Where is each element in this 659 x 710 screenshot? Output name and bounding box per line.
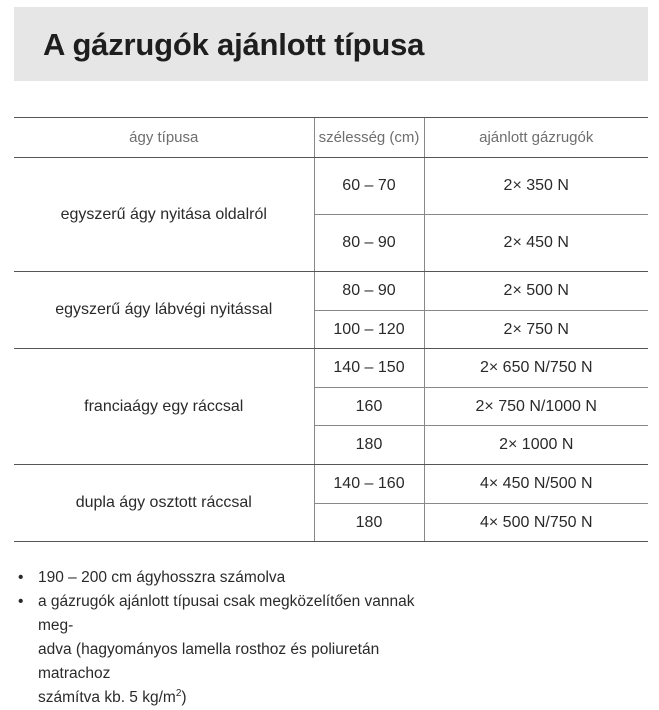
springs-cell: 2× 650 N/750 N: [424, 349, 648, 388]
footnote-text: ): [181, 689, 187, 706]
table-row: [14, 272, 648, 311]
table-row: [14, 349, 648, 388]
width-cell: 180: [314, 426, 424, 465]
bed-type-cell: dupla ágy osztott ráccsal: [14, 465, 314, 542]
width-cell: 80 – 90: [314, 272, 424, 311]
footnote-text: adva (hagyományos lamella rosthoz és poliuretán matrachoz: [38, 641, 380, 682]
width-cell: 60 – 70: [314, 158, 424, 215]
footnote-text: 190 – 200 cm ágyhosszra számolva: [38, 569, 286, 586]
title-bar: [14, 7, 648, 81]
superscript: 2: [175, 687, 182, 699]
footnote-text: számítva kb. 5 kg/m: [38, 689, 176, 706]
springs-cell: 2× 500 N: [424, 272, 648, 311]
table-row: [14, 465, 648, 504]
table-row: [14, 158, 648, 215]
springs-cell: 2× 1000 N: [424, 426, 648, 465]
page-title: A gázrugók ajánlott típusa: [43, 27, 425, 62]
gas-spring-table-container: [14, 117, 648, 542]
width-cell: 80 – 90: [314, 215, 424, 272]
bed-type-cell: egyszerű ágy lábvégi nyitással: [14, 272, 314, 349]
springs-cell: 2× 750 N/1000 N: [424, 388, 648, 426]
bed-type-cell: franciaágy egy ráccsal: [14, 349, 314, 465]
width-cell: 180: [314, 504, 424, 542]
footnote-text: a gázrugók ajánlott típusai csak megközelítően vannak meg-: [38, 593, 415, 634]
springs-cell: 4× 450 N/500 N: [424, 465, 648, 504]
springs-cell: 2× 750 N: [424, 311, 648, 349]
bed-type-cell: egyszerű ágy nyitása oldalról: [14, 158, 314, 272]
width-cell: 140 – 150: [314, 349, 424, 388]
gas-spring-table: [14, 117, 648, 542]
footnotes-list: [18, 566, 438, 710]
springs-cell: 4× 500 N/750 N: [424, 504, 648, 542]
footnote-item: [18, 566, 438, 590]
footnote-item: [18, 590, 438, 710]
header-bed-type: ágy típusa: [14, 118, 314, 158]
table-header-row: [14, 118, 648, 158]
header-springs: ajánlott gázrugók: [424, 118, 648, 158]
springs-cell: 2× 450 N: [424, 215, 648, 272]
width-cell: 100 – 120: [314, 311, 424, 349]
width-cell: 140 – 160: [314, 465, 424, 504]
springs-cell: 2× 350 N: [424, 158, 648, 215]
width-cell: 160: [314, 388, 424, 426]
header-width: szélesség (cm): [314, 118, 424, 158]
